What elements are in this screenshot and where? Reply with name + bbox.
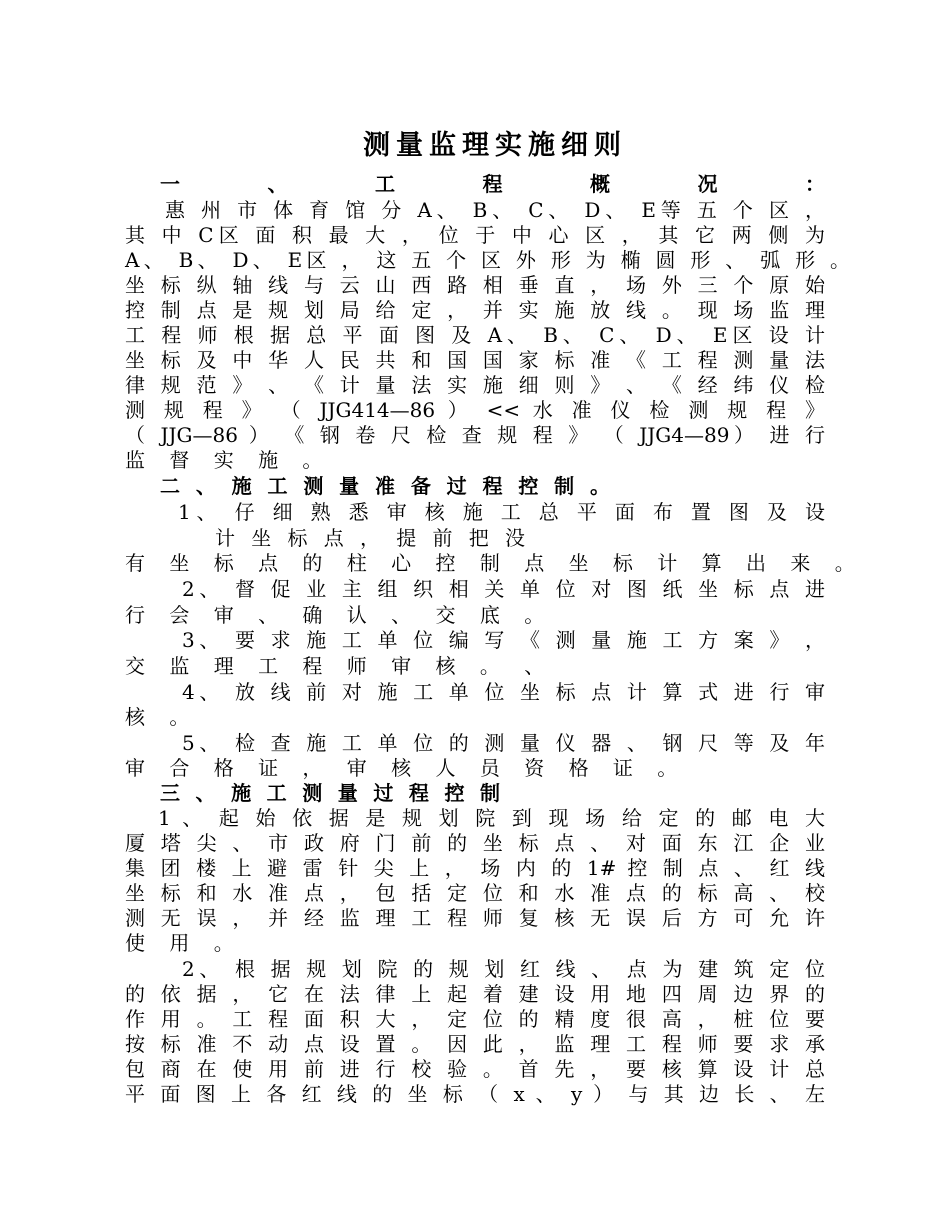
text-line: 工 程 师 根 据 总 平 面 图 及 A、 B、 C、 D、 E区 设 计: [125, 323, 825, 347]
text-line: 测 无 误 ， 并 经 监 理 工 程 师 复 核 无 误 后 方 可 允 许: [125, 906, 825, 930]
text-line: 计 坐 标 点 ， 提 前 把 没: [215, 526, 525, 550]
text-line: 5、 检 查 施 工 单 位 的 测 量 仪 器 、 钢 尺 等 及 年: [182, 731, 825, 755]
document-title: 测量监理实施细则: [363, 130, 627, 161]
text-line: 2、 根 据 规 划 院 的 规 划 红 线 、 点 为 建 筑 定 位: [182, 957, 825, 981]
text-line: 核 。: [125, 705, 199, 729]
text-line: 按 标 准 不 动 点 设 置 。 因 此 ， 监 理 工 程 师 要 求 承: [125, 1032, 825, 1056]
text-line: 1 、 起 始 依 据 是 规 划 院 到 现 场 给 定 的 邮 电 大: [158, 806, 825, 830]
text-line: 有 坐 标 点 的 柱 心 控 制 点 坐 标 计 算 出 来 。: [125, 551, 864, 575]
text-line: 惠 州 市 体 育 馆 分 A、 B、 C、 D、 E等 五 个 区 ，: [165, 198, 825, 222]
text-line: 4、 放 线 前 对 施 工 单 位 坐 标 点 计 算 式 进 行 审: [182, 680, 825, 704]
text-line: 2、 督 促 业 主 组 织 相 关 单 位 对 图 纸 坐 标 点 进: [182, 577, 825, 601]
text-line: 行 会 审 、 确 认 、 交 底 。: [125, 603, 554, 627]
text-line: 监 督 实 施 。: [125, 448, 332, 472]
section-heading: 三 、 施 工 测 量 过 程 控 制: [160, 781, 500, 805]
section-heading: 一 、 工 程 概 况 ：: [160, 172, 825, 196]
text-line: 其 中 C区 面 积 最 大 ， 位 于 中 心 区 ， 其 它 两 侧 为: [125, 223, 825, 247]
text-line: 厦 塔 尖 、 市 政 府 门 前 的 坐 标 点 、 对 面 东 江 企 业: [125, 831, 825, 855]
section-heading: 二 、 施 工 测 量 准 备 过 程 控 制 。: [160, 474, 610, 498]
text-line: 使 用 。: [125, 931, 243, 955]
text-line: 平 面 图 上 各 红 线 的 坐 标 （ x 、 y ） 与 其 边 长 、 左: [125, 1082, 825, 1106]
text-line: （ JJG—86 ） 《 钢 卷 尺 检 查 规 程 》 （ JJG4—89） 进 行: [125, 423, 825, 447]
text-line: 的 依 据 ， 它 在 法 律 上 起 着 建 设 用 地 四 周 边 界 的: [125, 982, 825, 1006]
text-line: 测 规 程 》 （ JJG414—86 ） << 水 准 仪 检 测 规 程 》: [125, 398, 825, 422]
text-line: 集 团 楼 上 避 雷 针 尖 上 ， 场 内 的 1# 控 制 点 、 红 线: [125, 856, 825, 880]
text-line: 坐 标 和 水 准 点 ， 包 括 定 位 和 水 准 点 的 标 高 、 校: [125, 881, 825, 905]
text-line: 作 用 。 工 程 面 积 大 ， 定 位 的 精 度 很 高 ， 桩 位 要: [125, 1007, 825, 1031]
text-line: 坐 标 纵 轴 线 与 云 山 西 路 相 垂 直 ， 场 外 三 个 原 始: [125, 273, 825, 297]
text-line: 律 规 范 》 、 《 计 量 法 实 施 细 则 》 、 《 经 纬 仪 检: [125, 373, 825, 397]
text-line: 坐 标 及 中 华 人 民 共 和 国 国 家 标 准 《 工 程 测 量 法: [125, 348, 825, 372]
text-line: 审 合 格 证 ， 审 核 人 员 资 格 证 。: [125, 756, 687, 780]
text-line: 包 商 在 使 用 前 进 行 校 验 。 首 先 ， 要 核 算 设 计 总: [125, 1057, 825, 1081]
text-line: 3、 要 求 施 工 单 位 编 写 《 测 量 施 工 方 案 》 ，: [182, 628, 825, 652]
text-line: 交 监 理 工 程 师 审 核 。 、: [125, 654, 554, 678]
text-line: A、 B、 D、 E区 ， 这 五 个 区 外 形 为 椭 圆 形 、 弧 形 。: [125, 248, 850, 272]
text-line: 1、 仔 细 熟 悉 审 核 施 工 总 平 面 布 置 图 及 设: [178, 500, 825, 524]
text-line: 控 制 点 是 规 划 局 给 定 ， 并 实 施 放 线 。 现 场 监 理: [125, 298, 825, 322]
